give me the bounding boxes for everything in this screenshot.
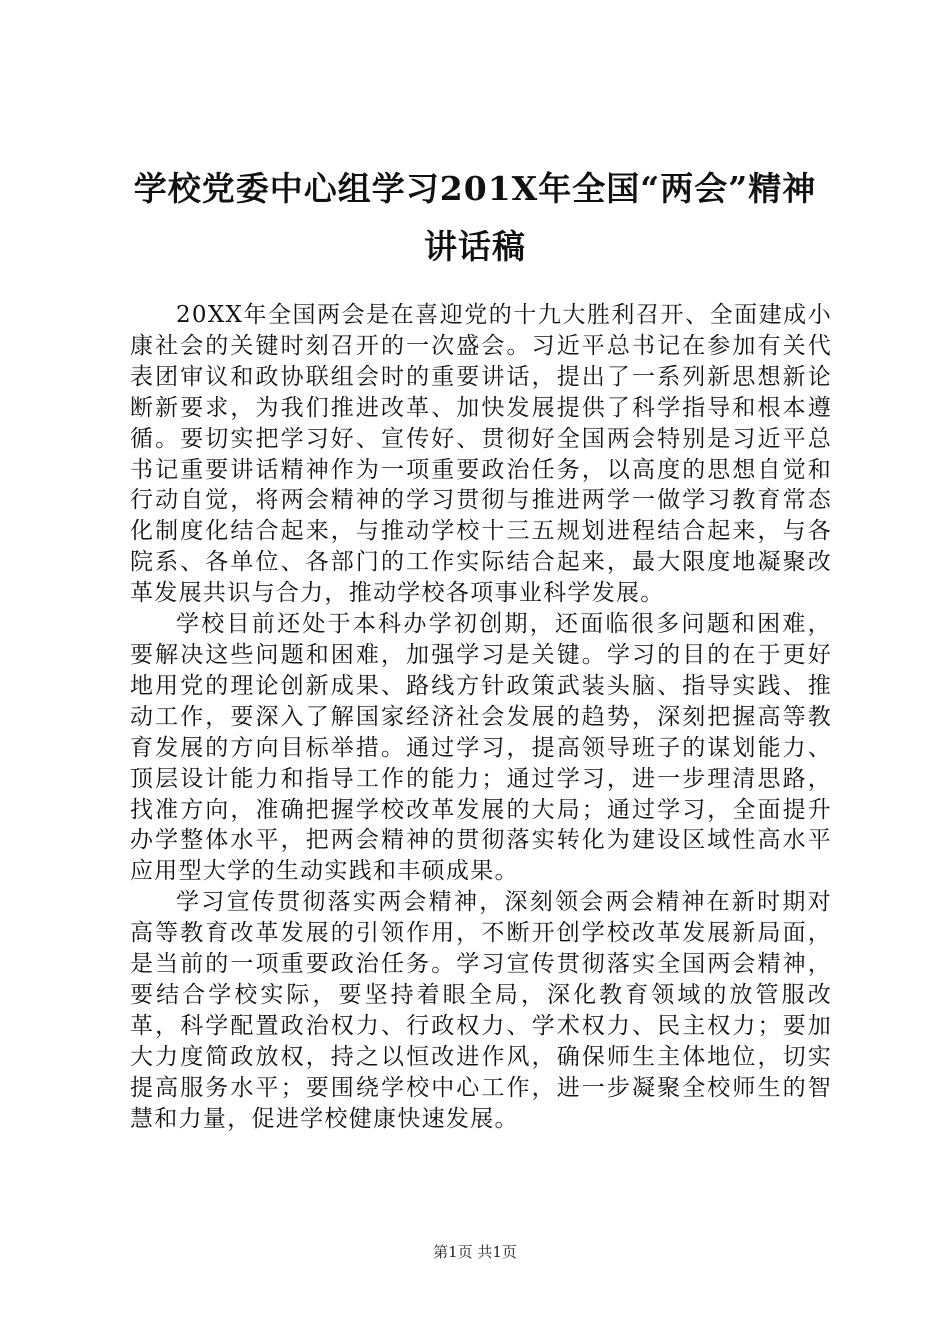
paragraph-3: 学习宣传贯彻落实两会精神，深刻领会两会精神在新时期对高等教育改革发展的引领作用，不断开创学校改革发展新局面，是当前的一项重要政治任务。学习宣传贯彻落实全国两会精神，要结合学校实际，要坚持着眼全局，深化教育领域的放管服改革，科学配置政治权力、行政权力、学术权力、民主权力；要加大力度简政放权，持之以恒改进作风，确保师生主体地位，切实提高服务水平；要围绕学校中心工作，进一步凝聚全校师生的智慧和力量，促进学校健康快速发展。 <box>130 889 832 1132</box>
page-footer: 第1页 共1页 <box>433 1243 517 1261</box>
paragraph-1: 20XX年全国两会是在喜迎党的十九大胜利召开、全面建成小康社会的关键时刻召开的一次盛会。习近平总书记在参加有关代表团审议和政协联组会时的重要讲话，提出了一系列新思想新论断新要求，为我们推进改革、加快发展提供了科学指导和根本遵循。要切实把学习好、宣传好、贯彻好全国两会特别是习近平总书记重要讲话精神作为一项重要政治任务，以高度的思想自觉和行动自觉，将两会精神的学习贯彻与推进两学一做学习教育常态化制度化结合起来，与推动学校十三五规划进程结合起来，与各院系、各单位、各部门的工作实际结合起来，最大限度地凝聚改革发展共识与合力，推动学校各项事业科学发展。 <box>130 302 832 607</box>
document-body <box>130 300 832 1134</box>
document-title: 学校党委中心组学习201X年全国“两会”精神讲话稿 <box>133 169 817 266</box>
paragraph-2: 学校目前还处于本科办学初创期，还面临很多问题和困难，要解决这些问题和困难，加强学习是关键。学习的目的在于更好地用党的理论创新成果、路线方针政策武装头脑、指导实践、推动工作，要深入了解国家经济社会发展的趋势，深刻把握高等教育发展的方向目标举措。通过学习，提高领导班子的谋划能力、顶层设计能力和指导工作的能力；通过学习，进一步理清思路，找准方向，准确把握学校改革发展的大局；通过学习，全面提升办学整体水平，把两会精神的贯彻落实转化为建设区域性高水平应用型大学的生动实践和丰硕成果。 <box>130 611 832 885</box>
